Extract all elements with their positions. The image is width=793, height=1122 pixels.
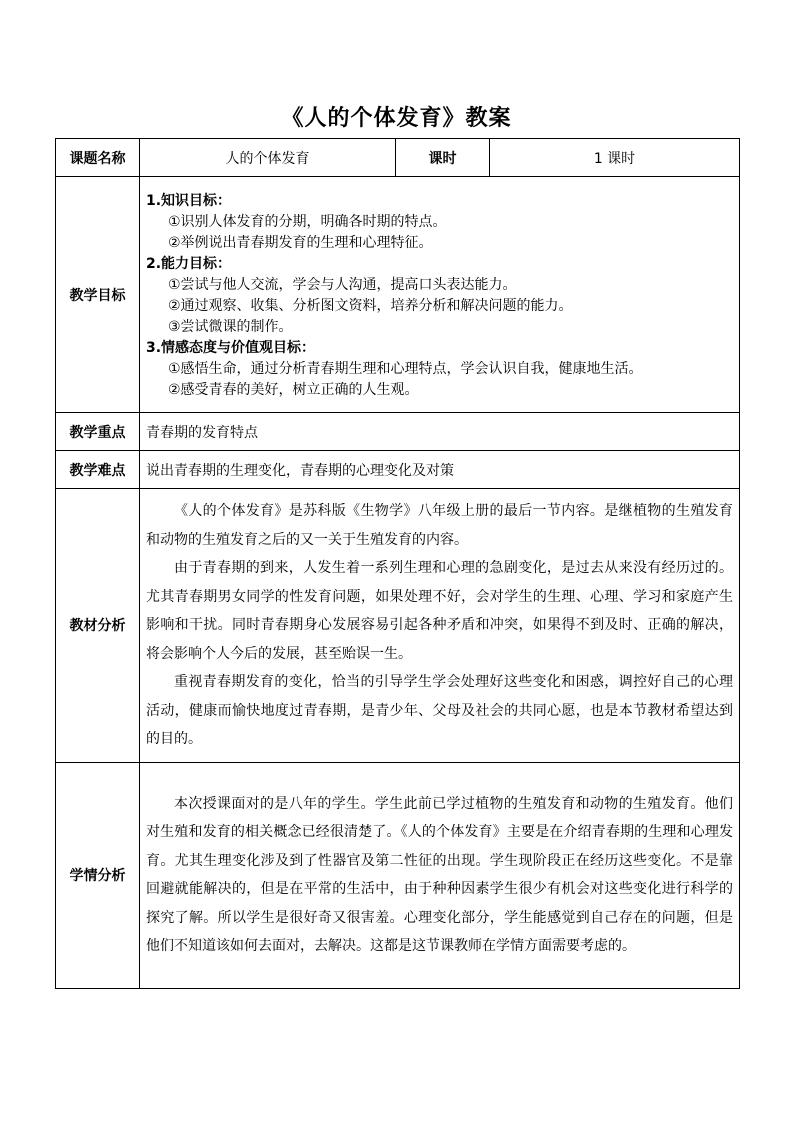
key-point-value: 青春期的发育特点 xyxy=(140,413,740,451)
ability-goal-heading: 2.能力目标： xyxy=(146,255,232,272)
difficulty-row xyxy=(56,451,740,489)
material-paragraph: 重视青春期发育的变化，恰当的引导学生学会处理好这些变化和困惑，调控好自己的心理活动，健康而愉快地度过青春期，是青少年、父母及社会的共同心愿，也是本节教材希望达到的目的。 xyxy=(146,674,733,747)
difficulty-value: 说出青春期的生理变化，青春期的心理变化及对策 xyxy=(140,451,740,489)
knowledge-goal-item: ②举例说出青春期发育的生理和心理特征。 xyxy=(168,234,433,251)
ability-goal-item: ②通过观察、收集、分析图文资料，培养分析和解决问题的能力。 xyxy=(168,297,573,314)
students-row xyxy=(56,762,740,988)
students-paragraph: 本次授课面对的是八年的学生。学生此前已学过植物的生殖发育和动物的生殖发育。他们对生殖和发育的相关概念已经很清楚了。《人的个体发育》主要是在介绍青春期的生理和心理发育。尤其生理变化涉及到了性器官及第二性征的出现。学生现阶段正在经历这些变化。不是靠回避就能解决的，但是在平常的生活中，由于种种因素学生很少有机会对这些变化进行科学的探究了解。所以学生是很好奇又很害羞。心理变化部分，学生能感觉到自己存在的问题，但是他们不知道该如何去面对，去解决。这都是这节课教师在学情方面需要考虑的。 xyxy=(146,795,733,954)
hours-value: 1 课时 xyxy=(490,139,740,177)
ability-goal-item: ①尝试与他人交流，学会与人沟通，提高口头表达能力。 xyxy=(168,276,517,293)
topic-row xyxy=(56,139,740,177)
material-label: 教材分析 xyxy=(56,489,140,763)
material-paragraph: 由于青春期的到来，人发生着一系列生理和心理的急剧变化，是过去从来没有经历过的。尤其青春期男女同学的性发育问题，如果处理不好，会对学生的生理、心理、学习和家庭产生影响和干扰。同时青春期身心发展容易引起各种矛盾和冲突，如果得不到及时、正确的解决，将会影响个人今后的发展，甚至贻误一生。 xyxy=(146,560,733,662)
material-content xyxy=(140,489,740,763)
material-paragraph: 《人的个体发育》是苏科版《生物学》八年级上册的最后一节内容。是继植物的生殖发育和动物的生殖发育之后的又一关于生殖发育的内容。 xyxy=(146,503,733,548)
topic-value: 人的个体发育 xyxy=(140,139,396,177)
knowledge-goal-item: ①识别人体发育的分期，明确各时期的特点。 xyxy=(168,213,447,230)
knowledge-goal-heading: 1.知识目标： xyxy=(146,192,232,209)
topic-label: 课题名称 xyxy=(56,139,140,177)
students-label: 学情分析 xyxy=(56,762,140,988)
emotion-goal-item: ①感悟生命，通过分析青春期生理和心理特点，学会认识自我，健康地生活。 xyxy=(168,360,643,377)
difficulty-label: 教学难点 xyxy=(56,451,140,489)
emotion-goal-item: ②感受青春的美好，树立正确的人生观。 xyxy=(168,381,419,398)
emotion-goal-heading: 3.情感态度与价值观目标： xyxy=(146,339,316,356)
goals-label: 教学目标 xyxy=(56,177,140,413)
ability-goal-item: ③尝试微课的制作。 xyxy=(168,318,293,335)
key-point-label: 教学重点 xyxy=(56,413,140,451)
hours-label: 课时 xyxy=(396,139,490,177)
goals-content xyxy=(140,177,740,413)
key-point-row xyxy=(56,413,740,451)
students-content xyxy=(140,762,740,988)
lesson-plan-table xyxy=(55,138,740,989)
document-title: 《人的个体发育》教案 xyxy=(281,106,512,131)
goals-row xyxy=(56,177,740,413)
material-row xyxy=(56,489,740,763)
